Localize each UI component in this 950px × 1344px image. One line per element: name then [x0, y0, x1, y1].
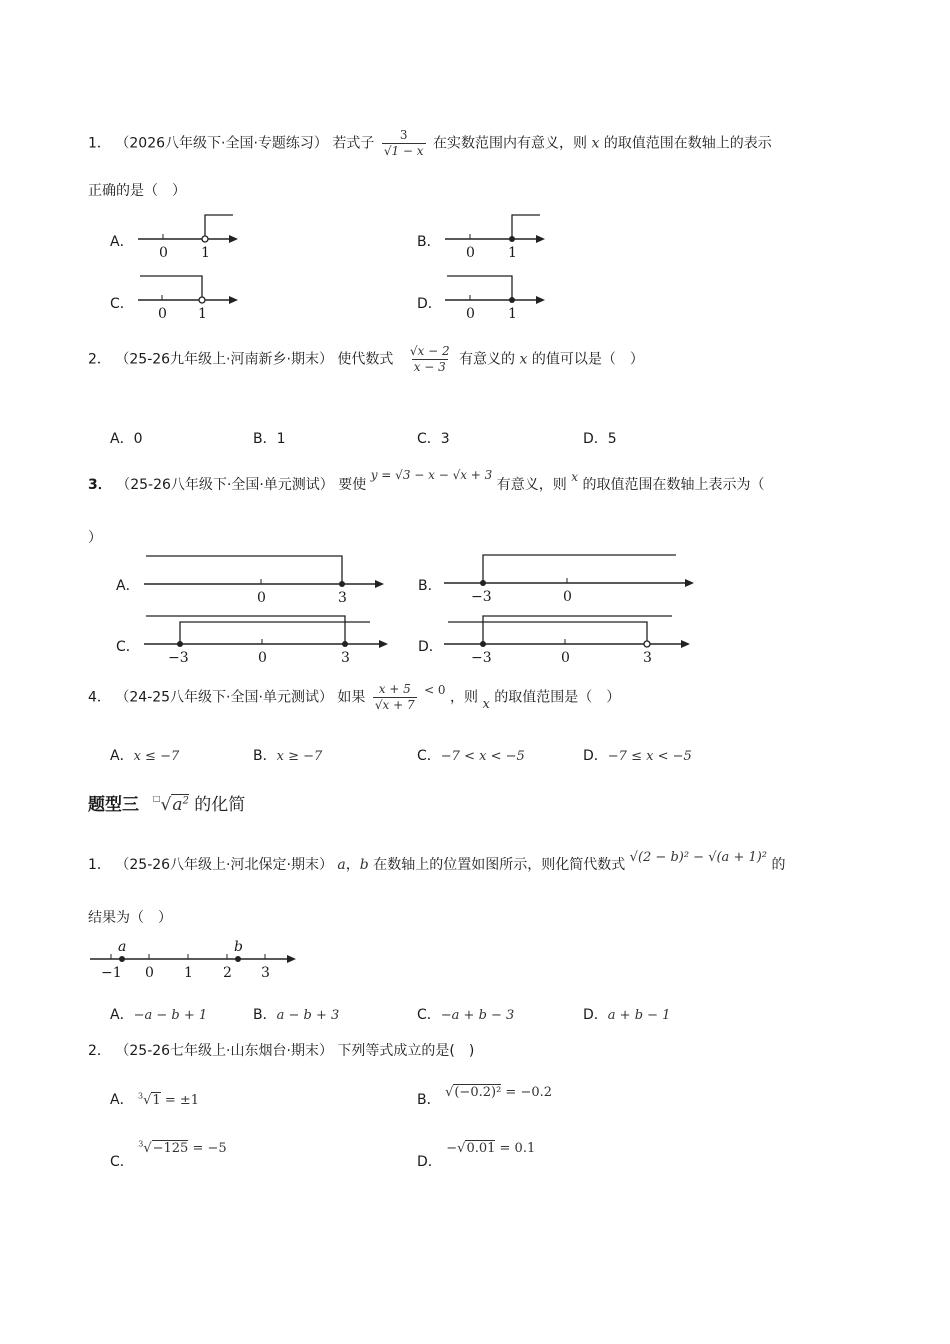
closed-point: [177, 641, 183, 647]
tick-label: 0: [145, 965, 154, 981]
q1-option-b-label: B．: [417, 234, 441, 250]
s2-q1-option-c: C．−a + b − 3: [417, 1007, 515, 1023]
tick-label: 3: [643, 650, 652, 666]
closed-point: [339, 581, 345, 587]
s2-question-1-line2: 结果为（ ）: [88, 910, 172, 926]
axis-arrow: [287, 955, 296, 963]
axis-arrow: [681, 640, 690, 648]
section-title-suffix: 的化简: [194, 795, 246, 815]
closed-point: [509, 297, 515, 303]
q3-option-b-label: B．: [418, 578, 442, 594]
question-source: （2026八年级下·全国·专题练习）: [115, 135, 328, 152]
q3-option-c-numberline: [140, 610, 394, 668]
solution-bracket: [140, 276, 202, 300]
question-number: 2．: [88, 1043, 111, 1059]
axis-arrow: [379, 640, 388, 648]
variable-x: x: [591, 135, 600, 152]
question-source: （25-26九年级上·河南新乡·期末）: [115, 351, 333, 368]
q4-option-a: A．x ≤ −7: [110, 748, 180, 764]
s2-q2-option-a: A． $^3$√1 = ±1: [110, 1091, 200, 1108]
axis-arrow: [536, 296, 545, 304]
tick-label: −3: [168, 650, 189, 666]
question-number: 3．: [88, 477, 112, 493]
s2-q1-option-a: A．−a − b + 1: [110, 1007, 208, 1023]
q3-option-d-label: D．: [418, 639, 443, 655]
q1-option-b-numberline: [442, 210, 552, 260]
point-a-label: a: [118, 939, 127, 955]
fraction-expression: $\frac{x + 5}{√x + 7}$: [374, 682, 415, 712]
tick-label: 3: [261, 965, 270, 981]
axis-arrow: [536, 235, 545, 243]
solution-bracket: [483, 555, 676, 583]
tick-label: 1: [184, 965, 193, 981]
closed-point: [480, 641, 486, 647]
q1-option-a-numberline: [135, 210, 245, 260]
q4-option-d: D．−7 ≤ x < −5: [583, 748, 692, 764]
tick-label: 0: [158, 306, 167, 322]
section-title-prefix: 题型三: [88, 795, 139, 815]
solution-bracket: [146, 556, 342, 584]
tick-label: 0: [466, 306, 475, 322]
s2-q2-option-b: B． √(−0.2)² = −0.2: [417, 1085, 553, 1108]
q1-option-a-label: A．: [110, 234, 134, 250]
s2-q2-option-d: D． −√0.01 = 0.1: [417, 1141, 536, 1170]
tick-label: 1: [201, 245, 210, 261]
question-4: 4． （24-25八年级下·全国·单元测试） 如果 $\frac{x + 5}{√x + 7}$ < 0 ，则 x 的取值范围是（ ）: [88, 682, 621, 712]
solution-bracket-left: [448, 622, 647, 644]
tick-label: 0: [257, 590, 266, 606]
q4-option-c: C．−7 < x < −5: [417, 748, 525, 764]
q3-option-a-label: A．: [116, 578, 140, 594]
s2-q1-option-d: D．a + b − 1: [583, 1007, 671, 1023]
q3-option-d-numberline: [440, 610, 696, 668]
q1-option-d-label: D．: [417, 296, 442, 312]
solution-bracket-left: [180, 622, 370, 644]
fraction-expression: $\frac{3}{√1 - x}$: [383, 128, 424, 158]
tick-label: 0: [466, 245, 475, 261]
s2-q1-option-b: B．a − b + 3: [253, 1007, 340, 1023]
axis-arrow: [229, 296, 238, 304]
q3-option-a-numberline: [140, 550, 390, 608]
q3-option-c-label: C．: [116, 639, 140, 655]
tick-label: 3: [341, 650, 350, 666]
radical-expression: $^□√a^2$: [152, 794, 189, 815]
tick-label: 1: [508, 245, 517, 261]
tick-label: 3: [338, 590, 347, 606]
open-point: [202, 236, 208, 242]
question-source: （25-26八年级下·全国·单元测试）: [116, 477, 334, 493]
s2-question-1-line1: 1． （25-26八年级上·河北保定·期末） a，b 在数轴上的位置如图所示，则化简代数式 √(2 − b)² − √(a + 1)² 的: [88, 850, 786, 873]
expression: y = √3 − x − √x + 3: [370, 468, 493, 482]
point-b-label: b: [234, 939, 243, 955]
solution-bracket-right: [483, 616, 672, 644]
q2-option-d: D．5: [583, 431, 617, 447]
fraction-expression: $\frac{√x - 2}{x - 3}$: [409, 344, 450, 374]
question-3-line2: ）: [88, 530, 102, 546]
solution-bracket: [447, 276, 512, 300]
q4-option-b: B．x ≥ −7: [253, 748, 323, 764]
axis-arrow: [685, 579, 694, 587]
tick-label: 0: [561, 650, 570, 666]
open-point: [644, 641, 650, 647]
s2-q2-option-c: C． $^3$√−125 = −5: [110, 1139, 227, 1170]
closed-point: [509, 236, 515, 242]
tick-label: 0: [258, 650, 267, 666]
q3-option-b-numberline: [440, 550, 700, 608]
expression: √(2 − b)² − √(a + 1)²: [629, 850, 768, 865]
axis-arrow: [229, 235, 238, 243]
q1-option-c-label: C．: [110, 296, 134, 312]
closed-point: [342, 641, 348, 647]
closed-point: [480, 580, 486, 586]
tick-label: 1: [198, 306, 207, 322]
question-source: （25-26八年级上·河北保定·期末）: [115, 857, 333, 873]
question-number: 2．: [88, 351, 111, 368]
tick-label: −3: [471, 650, 492, 666]
tick-label: −1: [101, 965, 122, 981]
tick-label: −3: [471, 589, 492, 605]
solution-bracket: [205, 215, 233, 239]
question-number: 4．: [88, 689, 111, 706]
tick-label: 2: [223, 965, 232, 981]
question-source: （24-25八年级下·全国·单元测试）: [115, 689, 333, 706]
open-point: [199, 297, 205, 303]
axis-arrow: [375, 580, 384, 588]
s2-question-2: 2． （25-26七年级上·山东烟台·期末） 下列等式成立的是( ): [88, 1043, 475, 1059]
q2-option-a: A．0: [110, 431, 143, 447]
tick-label: 0: [563, 589, 572, 605]
question-source: （25-26七年级上·山东烟台·期末）: [115, 1043, 333, 1059]
solution-bracket-right: [146, 616, 345, 644]
tick-label: 1: [508, 306, 517, 322]
question-number: 1．: [88, 135, 111, 152]
tick-label: 0: [159, 245, 168, 261]
q1-option-c-numberline: [135, 270, 245, 322]
question-1-line2: 正确的是（ ）: [88, 183, 186, 199]
point-b: [235, 956, 241, 962]
q2-option-c: C．3: [417, 431, 450, 447]
question-2: 2． （25-26九年级上·河南新乡·期末） 使代数式 $\frac{√x - 2}{x - 3}$ 有意义的 x 的值可以是（ ）: [88, 344, 644, 374]
section-title: [88, 790, 245, 815]
s2-q1-numberline: [88, 935, 303, 983]
q2-option-b: B．1: [253, 431, 286, 447]
question-3-line1: 3． （25-26八年级下·全国·单元测试） 要使 y = √3 − x − √x + 3 有意义，则 x 的取值范围在数轴上表示为（: [88, 468, 765, 493]
point-a: [119, 956, 125, 962]
question-1-line1: 1． （2026八年级下·全国·专题练习） 若式子 $\frac{3}{√1 - x}$ 在实数范围内有意义，则 x 的取值范围在数轴上的表示: [88, 128, 772, 158]
solution-bracket: [512, 215, 540, 239]
q1-option-d-numberline: [442, 270, 552, 322]
question-number: 1．: [88, 857, 111, 873]
